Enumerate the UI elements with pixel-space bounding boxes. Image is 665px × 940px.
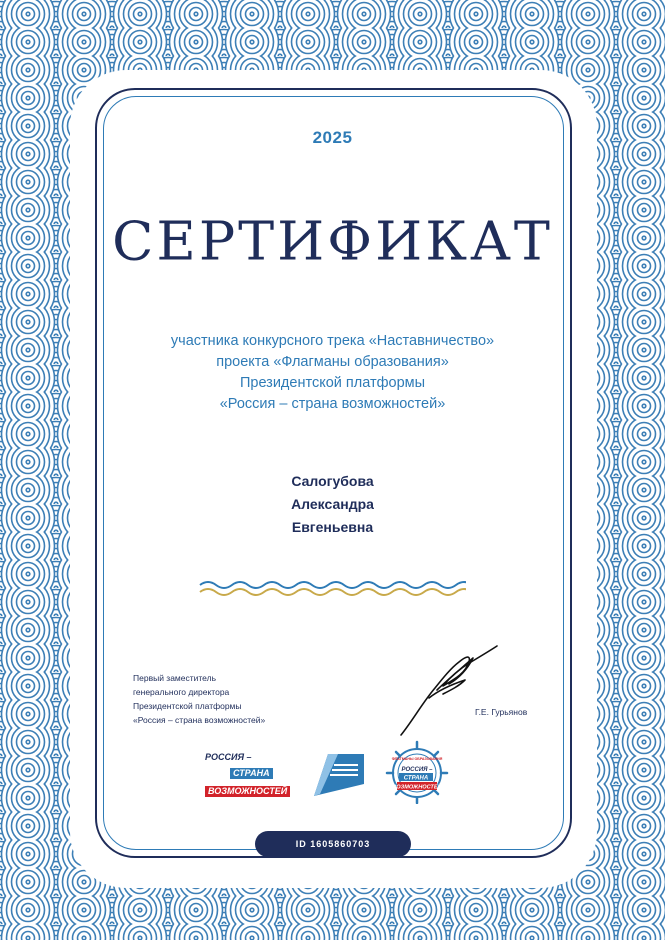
signatory-title-line: генерального директора (133, 687, 230, 697)
certificate-id-badge: ID 1605860703 (255, 831, 411, 857)
handwritten-signature (393, 640, 503, 740)
description-line: «Россия – страна возможностей» (219, 396, 446, 412)
signatory-title-line: Первый заместитель (133, 673, 217, 683)
partner-emblem-icon (308, 750, 368, 800)
flagships-logo-line: РОССИЯ – (401, 767, 433, 773)
recipient-patronymic: Евгеньевна (291, 519, 374, 535)
signatory-title (133, 671, 265, 727)
flagships-logo-line: СТРАНА (403, 775, 429, 782)
certificate-year: 2025 (312, 128, 353, 147)
certificate-title: СЕРТИФИКАТ (112, 210, 553, 273)
flagships-logo-line: ФЛАГМАНЫ ОБРАЗОВАНИЯ (391, 757, 443, 761)
certificate-description (0, 331, 665, 415)
signatory-title-line: Президентской платформы (133, 701, 242, 711)
description-line: проекта «Флагманы образования» (216, 354, 449, 370)
russia-land-of-opportunity-logo (205, 752, 297, 796)
wave-divider (198, 577, 466, 599)
flagships-logo-line: ВОЗМОЖНОСТЕЙ (392, 784, 442, 791)
description-line: Президентской платформы (239, 375, 426, 391)
russia-logo-line: ВОЗМОЖНОСТЕЙ (205, 786, 290, 797)
signatory-title-line: «Россия – страна возможностей» (133, 715, 266, 725)
recipient-name (0, 470, 665, 539)
description-line: участника конкурсного трека «Наставничество» (170, 333, 495, 349)
flagships-of-education-emblem (385, 740, 449, 804)
russia-logo-line: СТРАНА (230, 768, 273, 779)
recipient-surname: Салогубова (291, 473, 374, 489)
signatory-name: Г.Е. Гурьянов (475, 707, 528, 717)
russia-logo-line: РОССИЯ – (205, 752, 252, 762)
recipient-first-name: Александра (291, 496, 374, 512)
